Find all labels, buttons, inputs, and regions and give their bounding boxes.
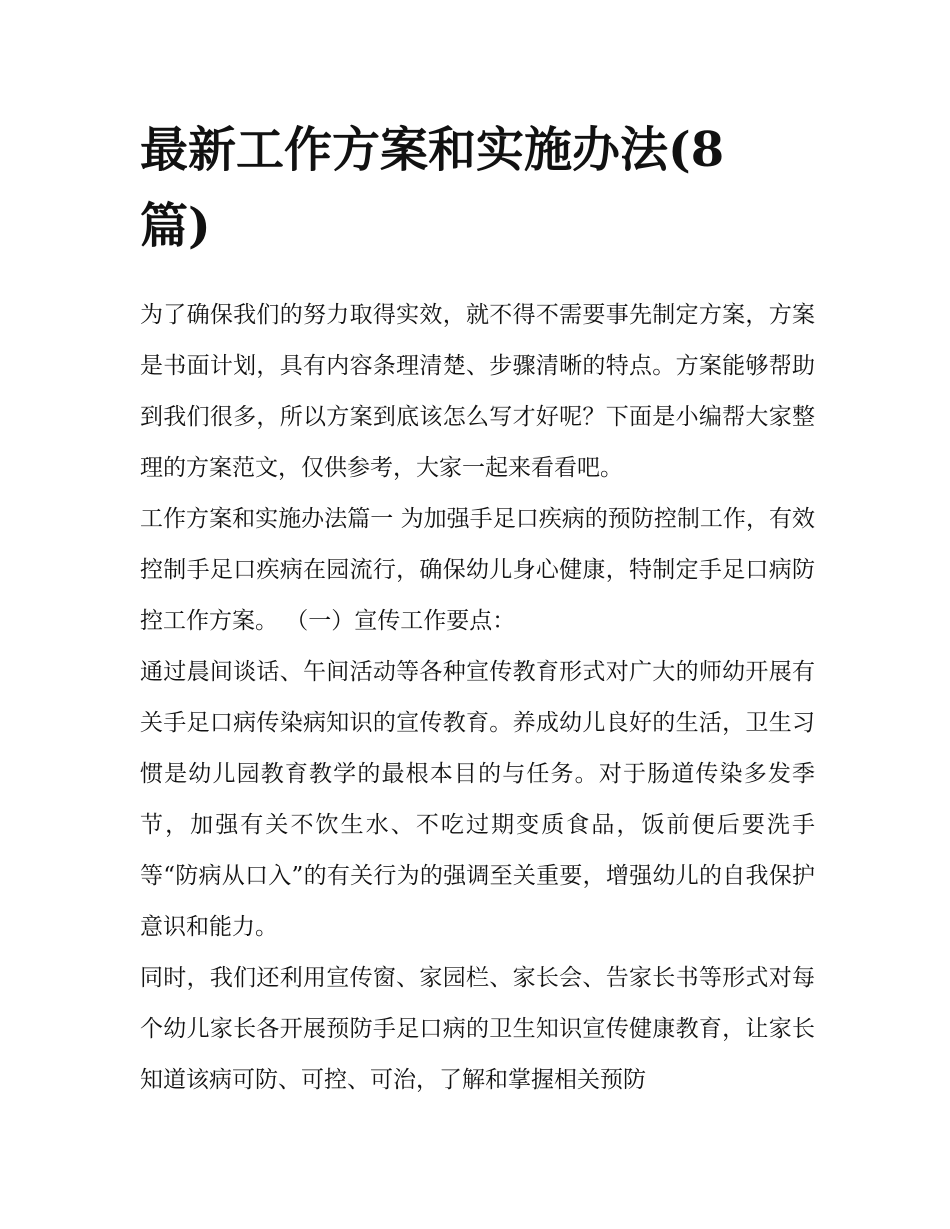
document-body: [140, 290, 815, 1106]
document-page: [140, 112, 815, 1106]
paragraph-intro: 为了确保我们的努力取得实效，就不得不需要事先制定方案，方案是书面计划，具有内容条理清楚、步骤清晰的特点。方案能够帮助到我们很多，所以方案到底该怎么写才好呢？下面是小编帮大家整理的方案范文，仅供参考，大家一起来看看吧。: [140, 302, 815, 481]
paragraph-parents: 同时，我们还利用宣传窗、家园栏、家长会、告家长书等形式对每个幼儿家长各开展预防手足口病的卫生知识宣传健康教育，让家长知道该病可防、可控、可治，了解和掌握相关预防: [140, 965, 815, 1093]
paragraph-section-one: 工作方案和实施办法篇一 为加强手足口疾病的预防控制工作，有效控制手足口疾病在园流行，确保幼儿身心健康，特制定手足口病防控工作方案。 （一）宣传工作要点：: [140, 506, 815, 634]
paragraph-publicity: 通过晨间谈话、午间活动等各种宣传教育形式对广大的师幼开展有关手足口病传染病知识的宣传教育。养成幼儿良好的生活，卫生习惯是幼儿园教育教学的最根本目的与任务。对于肠道传染多发季节，加强有关不饮生水、不吃过期变质食品，饭前便后要洗手等“防病从口入”的有关行为的强调至关重要，增强幼儿的自我保护意识和能力。: [140, 659, 815, 940]
document-title: 最新工作方案和实施办法(8篇): [140, 122, 725, 254]
